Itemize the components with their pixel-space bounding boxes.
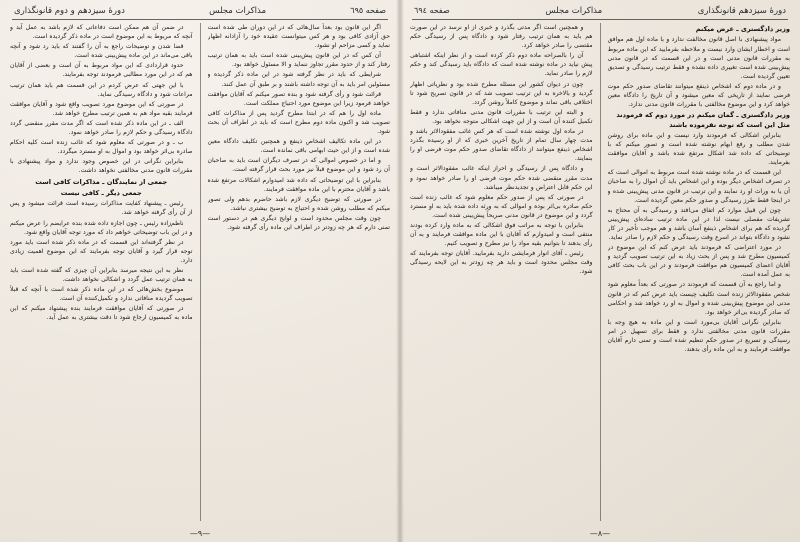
- left-page-column-inner: [10, 23, 193, 521]
- paragraph: بنابراین اشکالی که فرمودند وارد نیست و این ماده برای روشن شدن مطلب و رفع ابهام نوشته شده است و تصور میکنم که با توضیحاتی که داده شد اشکال مرتفع شده باشد و آقایان موافقت بفرمایند.: [607, 131, 790, 167]
- left-page-header-rule: [12, 19, 388, 20]
- paragraph: در صورتی که آقایان موافقت فرمایند بنده پیشنهاد میکنم که این ماده به کمیسیون ارجاع شود تا دقت بیشتری به عمل آید.: [10, 305, 193, 322]
- paragraph: در ضمن آن هم ممکن است دفاعاتی که لازم باشد به عمل آید و آنچه که مربوط به این موضوع است در ماده ذکر گردیده است.: [10, 24, 193, 41]
- paragraph: بنابراین نگرانی در این خصوص وجود ندارد و مواد پیشنهادی با مقررات قانون مدنی مخالفتی نخواهد داشت.: [10, 158, 193, 175]
- right-page-columns: [410, 23, 790, 521]
- paragraph: مواد پیشنهادی با اصل قانون مخالفت ندارد و با ماده اول هم موافق است و اخطار ایشان وارد نیست و ملاحظه بفرمایید که این ماده مربوط به مقررات قانون مدنی است و در این قسمت که در قانون مدنی پیش‌بینی شده است تغییری داده نشده و فقط ترتیب رسیدگی و تصدیق تعیین گردیده است.: [607, 36, 790, 80]
- paragraph: موضوع بخش‌هائی که در این ماده ذکر شده است با آنچه که قبلاً تصویب گردیده منافاتی ندارد و تکمیل‌کننده آن است.: [10, 286, 193, 303]
- left-page-folio: صفحه ٦٩٥: [350, 6, 386, 15]
- paragraph: بنابراین با توجه به مراتب فوق اشکالی که به ماده وارد کرده بودند منتفی است و امیدوارم که آقایان با این ماده موافقت فرمایند و به آن رأی بدهند تا بتوانیم بقیه مواد را نیز مطرح و تصویب کنیم.: [410, 221, 593, 248]
- paragraph: اگر این قانون بود بعداً سال‌هائی که در این دوران طی شده است حق آزادی کافی بود و هر کس میتوانست عقیده خود را آزادانه اظهار نماید و کسی مزاحم او نشود.: [207, 24, 390, 50]
- right-page-column-divider: [600, 23, 601, 521]
- right-page-folio: صفحه ٦٩٤: [414, 6, 450, 15]
- paragraph: آن را بالصراحه ماده دوم ذکر کرده است و از نظر اینکه اشتباهی پیش نیاید در ماده نوشته شده است که دادگاه باید رسیدگی کند و حکم لازم را صادر نماید.: [410, 52, 593, 78]
- paragraph: و دادگاه پس از رسیدگی و احراز اینکه غائب مفقودالاثر است و مدت مقرر منقضی شده حکم موت فرضی او را صادر خواهد نمود و این حکم قابل اعتراض و تجدیدنظر میباشد.: [410, 165, 593, 191]
- left-page-column-outer: [208, 23, 391, 521]
- right-page-running-title: دورۀ سیزدهم قانونگذاری: [697, 6, 786, 16]
- paragraph: الف ـ در این ماده ذکر شده است که اگر مدت مقرر منقضی گردد دادگاه رسیدگی و حکم لازم را صادر خواهد نمود.: [10, 119, 193, 137]
- paragraph: این قسمت که در ماده نوشته شده است مربوط به اموالی است که در تصرف اشخاص دیگر بوده و این اشخاص باید آن اموال را به صاحبان آن یا به وراث او رد نمایند و این ترتیب در قانون مدنی پیش‌بینی شده و در اینجا فقط طرز رسیدگی و صدور حکم معین گردیده است.: [607, 169, 790, 204]
- paragraph: در ماده اول نوشته شده است که هر کس غائب مفقودالاثر باشد و مدت چهار سال تمام از تاریخ آخرین خبری که از او رسیده بگذرد اشخاص ذینفع میتوانند از دادگاه تقاضای صدور حکم موت فرضی او را بنمایند.: [410, 128, 593, 163]
- paragraph: رئیس ـ آقای انوار فرمایشی دارید بفرمایید. آقایان توجه بفرمایند که وقت مجلس محدود است و باید هر چه زودتر به این لایحه رسیدگی شود.: [410, 250, 593, 276]
- paragraph: در نظر گرفته‌اند این قسمت که در ماده ذکر شده است باید مورد توجه قرار گیرد و آقایان توجه بفرمایند که این موضوع اهمیت زیادی دارد.: [10, 238, 193, 264]
- speaker-heading: وزیر دادگستری ـ گمان میکنم در مورد دوم که فرمودند مثل این است که توجه نفرموده باشند: [616, 111, 790, 129]
- paragraph: و البته این ترتیب با مقررات قانون مدنی منافاتی ندارد و فقط تکمیل کننده آن است و از این جهت اشکالی متوجه نخواهد بود.: [410, 108, 593, 125]
- paragraph: در صورتی که توضیح دیگری لازم باشد حاضرم بدهم ولی تصور میکنم که مطلب روشن شده و احتیاج به توضیح بیشتری نباشد.: [207, 195, 390, 212]
- paragraph: در صورتی که پس از صدور حکم معلوم شود که غائب زنده است حکم صادره بی‌اثر بوده و اموالی که به ورثه داده شده باید به او مسترد گردد و این موضوع در قانون مدنی صریحاً پیش‌بینی شده است.: [410, 193, 593, 219]
- paragraph: قرائت شود و رأی گرفته شود و بنده تصور میکنم که آقایان موافقت خواهند فرمود زیرا این موضوع مورد احتیاج مملکت است.: [207, 90, 390, 107]
- paragraph: بنابراین نگرانی آقایان بی‌مورد است و این ماده به هیچ وجه با مقررات قانون مدنی مخالفتی ندارد و فقط برای تسهیل در امر رسیدگی و تسریع در صدور حکم تنظیم شده است و تمنی دارم آقایان موافقت فرمایند و به این ماده رأی بدهند.: [607, 318, 790, 354]
- interjection-heading: جمعی دیگر ـ کافی نیست: [60, 188, 142, 197]
- speaker-heading: وزیر دادگستری ـ عرض میکنم: [695, 25, 790, 33]
- paragraph: در صورتی که این موضوع مورد تصویب واقع شود و آقایان موافقت فرمایند بقیه مواد هم به همین ترتیب مطرح خواهد شد.: [10, 100, 193, 117]
- right-page-header-rule: [412, 19, 788, 20]
- paragraph: قضا شدن و توضیحات راجع به آن را گفتند که باید رد شود و آنچه باقی می‌ماند در این ماده پیش‌بینی شده است.: [10, 43, 193, 60]
- left-page-header: [10, 6, 390, 18]
- paragraph: شرایطی که باید در نظر گرفته شود در این ماده ذکر گردیده و مسئولین امر باید به آن توجه داشته باشند و بر طبق آن عمل کنند.: [207, 71, 390, 88]
- paragraph: حدود قراردادی که این مواد مربوط به آن است و بعضی از آقایان هم که در این مورد مطالبی فرمودند توجه بفرمایند.: [10, 62, 193, 79]
- paragraph: چون وقت مجلس محدود است و لوایح دیگری هم در دستور است تمنی دارم که هر چه زودتر در اطراف این ماده رأی گرفته شود.: [207, 214, 390, 231]
- right-page-column-inner: [410, 23, 593, 521]
- paragraph: چون این قبیل موارد کم اتفاق می‌افتد و رسیدگی به آن محتاج به تشریفات مفصلی نیست لذا در این ماده ترتیب ساده‌ای پیش‌بینی گردیده که هم برای اشخاص ذینفع آسان باشد و هم موجب تأخیر در کار نشود و دادگاه بتواند در اسرع وقت رسیدگی و حکم لازم را صادر نماید.: [607, 206, 790, 241]
- interjection-heading: جمعی از نمایندگان ـ مذاکرات کافی است: [35, 177, 168, 186]
- right-page-header: [410, 6, 790, 18]
- right-page-center-title: مذاکرات مجلس: [545, 6, 603, 16]
- paragraph: رئیس ـ پیشنهاد کفایت مذاکرات رسیده است قرائت میشود و پس از آن رأی گرفته خواهد شد.: [10, 200, 193, 217]
- left-page-running-title: دورۀ سیزدهم و دوم قانونگذاری: [14, 6, 125, 16]
- paragraph: و در ماده دوم که اشخاص ذینفع میتوانند تقاضای صدور حکم موت فرضی نمایند از تاریخی که معین میشود و آن تاریخ را دادگاه معین خواهد کرد و این موضوع مخالفتی با مقررات قانون مدنی ندارد.: [607, 82, 790, 109]
- paragraph: با این جهتی که عرض کردم در این قسمت هم باید همان ترتیب مراعات شود و دادگاه رسیدگی نماید.: [10, 81, 193, 98]
- left-page-center-title: مذاکرات مجلس: [209, 6, 267, 16]
- paragraph: و همچنین است اگر مدتی بگذرد و خبری از او نرسد در این صورت هم باید به همان ترتیب رفتار شود و دادگاه پس از رسیدگی حکم مقتضی را صادر خواهد کرد.: [410, 24, 593, 50]
- paragraph: نظر به این نتیجه میرسد بنابراین آن چیزی که گفته شده است باید به همان ترتیب عمل گردد و اشکالی نخواهد داشت.: [10, 266, 193, 284]
- right-page-column-outer: [608, 23, 791, 521]
- right-page-number-text: —٨—: [589, 529, 611, 538]
- left-page-number-text: —٩—: [189, 529, 211, 538]
- paragraph: ناظم‌زاده رئیس ـ چون اجازه داده شده بنده عرایضم را عرض میکنم و در این باب توضیحاتی خواهم داد که مورد توجه آقایان واقع شود.: [10, 219, 193, 236]
- right-page: [400, 0, 800, 542]
- right-page-number: [400, 529, 800, 538]
- paragraph: در این ماده تکالیف اشخاص ذینفع و همچنین تکلیف دادگاه معین شده است و از این حیث ابهامی باقی نمانده است.: [207, 138, 390, 155]
- paragraph: ب ـ و در صورتی که معلوم شود که غائب زنده است کلیه احکام صادره بی‌اثر خواهد بود و اموال به او مسترد میگردد.: [10, 139, 193, 156]
- left-page-column-divider: [200, 23, 201, 521]
- left-page-number: [0, 529, 400, 538]
- left-page-columns: [10, 23, 390, 521]
- paragraph: چون در دیوان کشور این مسئله مطرح شده بود و نظریاتی اظهار گردید و بالاخره به این ترتیب تصویب شد که در قانون تصریح شود تا اختلافی باقی نماند و موضوع کاملاً روشن گردد.: [410, 80, 593, 106]
- paragraph: و اما در خصوص اموالی که در تصرف دیگران است باید به صاحبان آن رد شود و این موضوع قبلاً نیز مورد بحث قرار گرفته است.: [207, 157, 390, 174]
- paragraph: آن کس که در این قانون پیش‌بینی شده است باید به همان ترتیب رفتار کند و از حدود مقرر تجاوز ننماید و الا مسئول خواهد بود.: [207, 52, 390, 69]
- paragraph: و اما راجع به آن قسمت که فرمودند در صورتی که بعداً معلوم شود شخص مفقودالاثر زنده است تکلیف چیست باید عرض کنم که در قانون مدنی این موضوع پیش‌بینی شده و اموال به او رد خواهد شد و احکامی که صادر گردیده بی‌اثر خواهد بود.: [607, 281, 790, 316]
- paragraph: بنابراین با این توضیحاتی که داده شد امیدوارم اشکالات مرتفع شده باشد و آقایان محترم با این ماده موافقت فرمایند.: [207, 176, 390, 193]
- paragraph: ماده اول را هم که در ابتدا مطرح گردید پس از مذاکرات کافی تصویب شد و اکنون ماده دوم مطرح است که باید در اطراف آن بحث شود.: [207, 109, 390, 136]
- paragraph: در مورد اعتراضی که فرمودند باید عرض کنم که این موضوع در کمیسیون مطرح شد و پس از بحث زیاد به این ترتیب تصویب گردید و آقایان اعضای کمیسیون هم موافقت فرمودند و در این باب بحث کافی به عمل آمده است.: [607, 244, 790, 279]
